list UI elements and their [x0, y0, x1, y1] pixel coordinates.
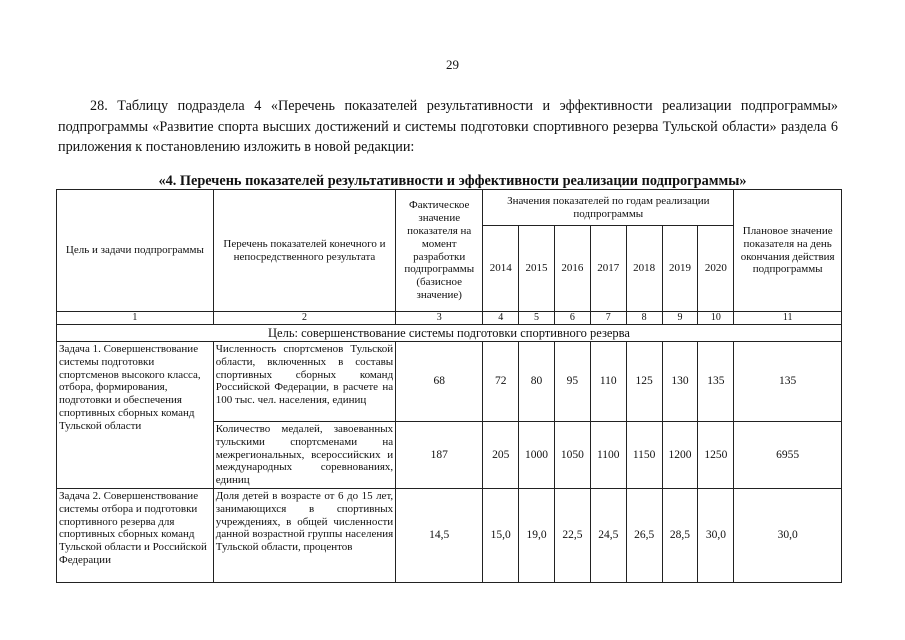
- table-row: [57, 489, 842, 583]
- planned-value: 30,0: [734, 489, 842, 583]
- column-number: 4: [483, 312, 519, 325]
- column-number: 6: [554, 312, 590, 325]
- year-value: 15,0: [483, 489, 519, 583]
- year-value: 24,5: [590, 489, 626, 583]
- goal-row: Цель: совершенствование системы подготовки спортивного резерва: [57, 325, 842, 342]
- column-number: 9: [662, 312, 698, 325]
- year-value: 110: [590, 342, 626, 422]
- planned-value: 135: [734, 342, 842, 422]
- baseline-value: 68: [396, 342, 483, 422]
- year-value: 1000: [519, 422, 555, 489]
- indicator-name: Численность спортсменов Тульской области, включенных в составы спортивных сборных команд Российской Федерации, в расчете на 100 тыс. чел. населения, единиц: [213, 342, 395, 422]
- column-number: 11: [734, 312, 842, 325]
- baseline-value: 187: [396, 422, 483, 489]
- column-number: 7: [590, 312, 626, 325]
- baseline-value: 14,5: [396, 489, 483, 583]
- intro-line-1: 28. Таблицу подраздела 4 «Перечень показателей результативности и эффективности реализации подпрограммы»: [90, 98, 838, 114]
- header-year: 2016: [554, 226, 590, 312]
- year-value: 125: [626, 342, 662, 422]
- year-value: 95: [554, 342, 590, 422]
- header-year: 2017: [590, 226, 626, 312]
- indicator-name: Доля детей в возрасте от 6 до 15 лет, занимающихся в спортивных учреждениях, в общей численности данной возрастной группы населения Тульской области, процентов: [213, 489, 395, 583]
- header-planned: Плановое значение показателя на день окончания действия подпрограммы: [734, 190, 842, 312]
- year-value: 72: [483, 342, 519, 422]
- header-year: 2015: [519, 226, 555, 312]
- table-title: «4. Перечень показателей результативности и эффективности реализации подпрограммы»: [158, 173, 747, 189]
- year-value: 135: [698, 342, 734, 422]
- task-cell: Задача 2. Совершенствование системы отбора и подготовки спортивного резерва для спортивных сборных команд Тульской области и Российской Федерации: [57, 489, 214, 583]
- year-value: 19,0: [519, 489, 555, 583]
- header-by-years: Значения показателей по годам реализации подпрограммы: [483, 190, 734, 226]
- intro-line-3: раздела 6 приложения к постановлению изложить в новой редакции:: [58, 118, 839, 155]
- year-value: 80: [519, 342, 555, 422]
- header-year: 2019: [662, 226, 698, 312]
- year-value: 1250: [698, 422, 734, 489]
- column-number: 1: [57, 312, 214, 325]
- header-baseline: Фактическое значение показателя на момент разработки подпрограммы (базисное значение): [396, 190, 483, 312]
- column-number: 8: [626, 312, 662, 325]
- column-number: 2: [213, 312, 395, 325]
- header-year: 2014: [483, 226, 519, 312]
- year-value: 26,5: [626, 489, 662, 583]
- header-year: 2018: [626, 226, 662, 312]
- indicators-table: [56, 189, 842, 583]
- table-row: [57, 342, 842, 422]
- column-number: 10: [698, 312, 734, 325]
- intro-line-2: подпрограммы «Развитие спорта высших достижений и системы подготовки спортивного резерва Тульской области»: [58, 118, 777, 135]
- column-number: 5: [519, 312, 555, 325]
- header-goal-tasks: Цель и задачи подпрограммы: [57, 190, 214, 312]
- header-indicators: Перечень показателей конечного и непосредственного результата: [213, 190, 395, 312]
- column-number: 3: [396, 312, 483, 325]
- header-year: 2020: [698, 226, 734, 312]
- year-value: 30,0: [698, 489, 734, 583]
- intro-paragraph: [58, 96, 838, 158]
- task-cell: Задача 1. Совершенствование системы подготовки спортсменов высокого класса, отбора, формирования, подготовки и обеспечения спортивных сборных команд Тульской области: [57, 342, 214, 489]
- year-value: 1150: [626, 422, 662, 489]
- year-value: 1050: [554, 422, 590, 489]
- page-number: 29: [446, 57, 459, 72]
- year-value: 205: [483, 422, 519, 489]
- year-value: 28,5: [662, 489, 698, 583]
- planned-value: 6955: [734, 422, 842, 489]
- indicator-name: Количество медалей, завоеванных тульскими спортсменами на межрегиональных, всероссийских и международных соревнованиях, единиц: [213, 422, 395, 489]
- year-value: 22,5: [554, 489, 590, 583]
- year-value: 1100: [590, 422, 626, 489]
- year-value: 130: [662, 342, 698, 422]
- year-value: 1200: [662, 422, 698, 489]
